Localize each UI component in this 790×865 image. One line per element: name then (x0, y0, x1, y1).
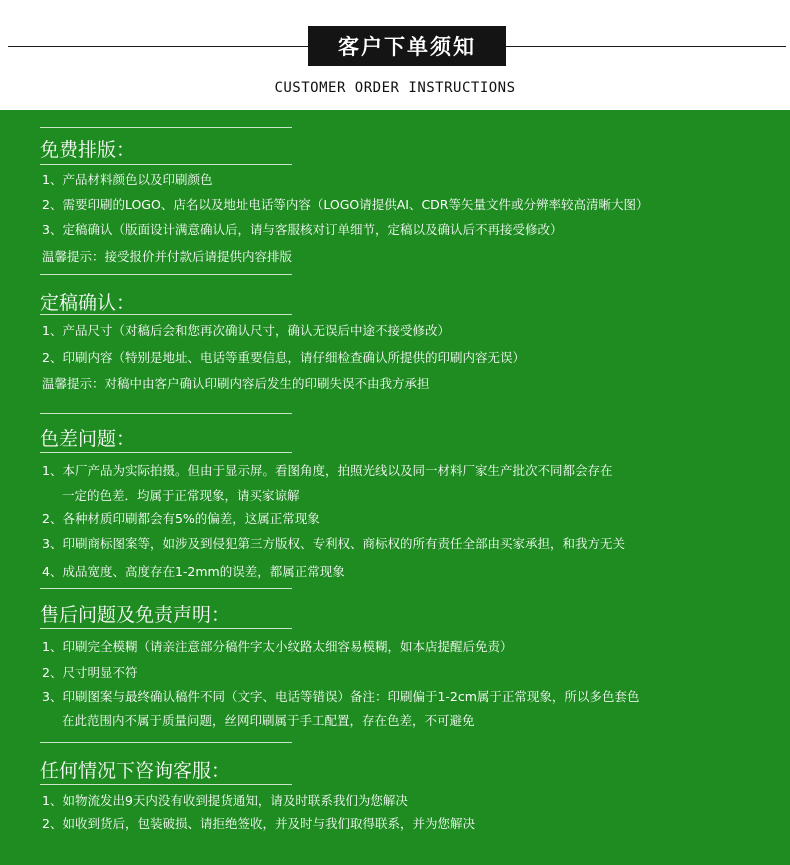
section-divider (40, 274, 292, 275)
section-title-color-difference: 色差问题： (40, 428, 136, 450)
list-item: 1、本厂产品为实际拍摄。但由于显示屏。看图角度，拍照光线以及同一材料厂家生产批次不同都会存在 (42, 463, 613, 478)
list-item: 2、如收到货后，包装破损、请拒绝签收，并及时与我们取得联系，并为您解决 (42, 816, 475, 831)
section-divider (40, 164, 292, 165)
section-divider (40, 742, 292, 743)
section-divider (40, 314, 292, 315)
header-divider-left (8, 46, 308, 47)
page-subtitle: CUSTOMER ORDER INSTRUCTIONS (274, 80, 516, 96)
section-divider (40, 127, 292, 128)
list-item: 2、尺寸明显不符 (42, 665, 138, 680)
tip-text: 温馨提示：接受报价并付款后请提供内容排版 (42, 249, 293, 264)
list-item: 1、印刷完全模糊（请亲注意部分稿件字太小纹路太细容易模糊，如本店提醒后免责） (42, 639, 513, 654)
section-divider (40, 452, 292, 453)
header-divider-right (506, 46, 786, 47)
list-item: 1、产品尺寸（对稿后会和您再次确认尺寸，确认无误后中途不接受修改） (42, 323, 450, 338)
list-item-continuation: 在此范围内不属于质量问题，丝网印刷属于手工配置，存在色差，不可避免 (62, 713, 475, 728)
page-title: 客户下单须知 (308, 26, 506, 66)
list-item: 1、如物流发出9天内没有收到提货通知，请及时联系我们为您解决 (42, 793, 408, 808)
section-title-after-sales: 售后问题及免责声明： (40, 604, 231, 626)
tip-text: 温馨提示：对稿中由客户确认印刷内容后发生的印刷失误不由我方承担 (42, 376, 430, 391)
list-item: 3、印刷图案与最终确认稿件不同（文字、电话等错误）备注：印刷偏于1-2cm属于正常现象，所以多色套色 (42, 689, 640, 704)
header (0, 0, 790, 110)
section-divider (40, 628, 292, 629)
list-item: 2、各种材质印刷都会有5%的偏差，这属正常现象 (42, 511, 320, 526)
list-item-continuation: 一定的色差．均属于正常现象，请买家谅解 (62, 488, 300, 503)
list-item: 3、印刷商标图案等，如涉及到侵犯第三方版权、专利权、商标权的所有责任全部由买家承担，和我方无关 (42, 536, 625, 551)
section-divider (40, 588, 292, 589)
section-title-contact-service: 任何情况下咨询客服： (40, 760, 231, 782)
instructions-panel (0, 110, 790, 865)
list-item: 2、需要印刷的LOGO、店名以及地址电话等内容（LOGO请提供AI、CDR等矢量文件或分辨率较高清晰大图） (42, 197, 649, 212)
section-title-final-confirmation: 定稿确认： (40, 292, 136, 314)
section-title-free-layout: 免费排版： (40, 139, 136, 161)
section-divider (40, 784, 292, 785)
list-item: 2、印刷内容（特别是地址、电话等重要信息，请仔细检查确认所提供的印刷内容无误） (42, 350, 525, 365)
list-item: 4、成品宽度、高度存在1-2mm的误差，都属正常现象 (42, 564, 345, 579)
list-item: 1、产品材料颜色以及印刷颜色 (42, 172, 213, 187)
section-divider (40, 413, 292, 414)
list-item: 3、定稿确认（版面设计满意确认后，请与客服核对订单细节，定稿以及确认后不再接受修改） (42, 222, 563, 237)
